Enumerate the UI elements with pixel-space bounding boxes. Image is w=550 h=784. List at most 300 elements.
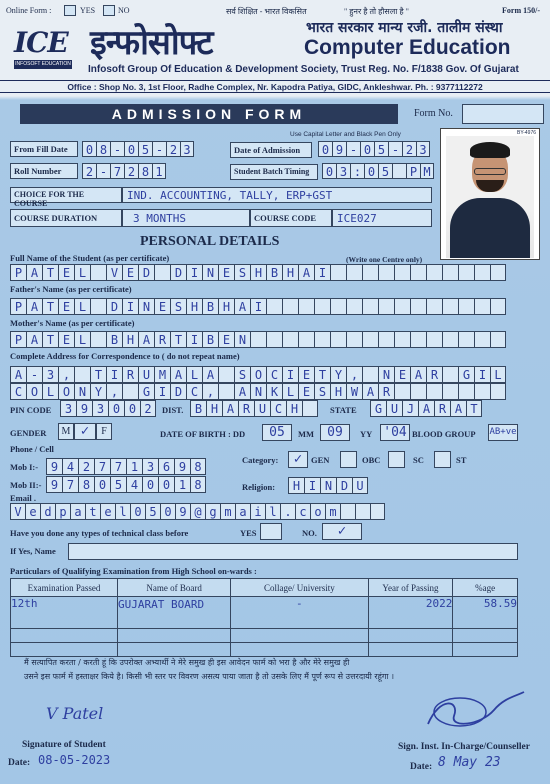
char-cell: I [122, 298, 138, 315]
char-cell [74, 366, 90, 383]
char-cell [122, 383, 138, 400]
char-cell [378, 331, 394, 348]
char-cell: I [154, 383, 170, 400]
char-cell: 0 [158, 476, 174, 493]
char-cell: A [222, 400, 238, 417]
char-cell: H [206, 400, 222, 417]
char-cell: - [152, 141, 166, 157]
online-no-checkbox[interactable] [103, 5, 115, 16]
char-cell [266, 331, 282, 348]
char-cell: 3 [142, 458, 158, 475]
char-cell: A [138, 331, 154, 348]
char-cell [330, 331, 346, 348]
batch-timing-label: Student Batch Timing [230, 164, 318, 180]
category-sc-checkbox[interactable] [388, 451, 405, 468]
mob2-label: Mob II:- [10, 480, 42, 490]
char-cell: 8 [96, 141, 110, 157]
char-cell [298, 331, 314, 348]
char-cell [154, 264, 170, 281]
char-cell: 8 [190, 458, 206, 475]
char-cell [362, 366, 378, 383]
declaration-line2: उसने इस फार्म में हस्ताक्षर किये है। किसी भी स्तर पर विवरण असत्य पाया जाता है तो उसके लिए मैं पूर्ण रूप से उत्तरदायी रहूंगा । [24, 672, 395, 681]
capital-note: Use Capital Letter and Black Pen Only [290, 131, 401, 138]
char-cell: - [346, 141, 360, 157]
dob-mm-label: MM [298, 429, 315, 439]
char-cell: p [55, 503, 70, 520]
char-cell [394, 383, 410, 400]
char-cell [330, 264, 346, 281]
state-label: STATE [330, 405, 357, 415]
email-label: Email . [10, 493, 36, 503]
char-cell: m [325, 503, 340, 520]
declaration [24, 656, 534, 684]
char-cell: I [186, 264, 202, 281]
brand-english: Computer Education [304, 36, 511, 59]
char-cell: H [286, 400, 302, 417]
char-cell [410, 331, 426, 348]
char-cell: 0 [130, 503, 145, 520]
tech-yes-label: YES [240, 528, 257, 538]
col-percent-header: %age [453, 579, 518, 597]
char-cell [442, 331, 458, 348]
char-cell: 0 [318, 141, 332, 157]
char-cell [410, 298, 426, 315]
char-cell: B [202, 298, 218, 315]
char-cell: 3 [60, 400, 76, 417]
char-cell [362, 331, 378, 348]
char-cell [314, 331, 330, 348]
student-date: 08-05-2023 [38, 753, 111, 767]
char-cell: A [234, 298, 250, 315]
dob-label: DATE OF BIRTH : DD [160, 429, 246, 439]
char-cell: U [386, 400, 402, 417]
char-cell: E [122, 264, 138, 281]
online-yes-label: YES [80, 6, 96, 15]
col-board-header: Name of Board [118, 579, 231, 597]
from-fill-date-label: From Fill Date [10, 141, 78, 157]
char-cell: o [310, 503, 325, 520]
char-cell: H [122, 331, 138, 348]
slogan-right: " हुनर है तो हौसला है " [344, 7, 409, 16]
roll-number-label: Roll Number [10, 163, 78, 179]
char-cell [362, 298, 378, 315]
category-st-label: ST [456, 455, 467, 465]
char-cell: Y [330, 366, 346, 383]
char-cell: B [202, 331, 218, 348]
col-university-header: Collage/ University [231, 579, 368, 597]
gov-recognition: भारत सरकार मान्य रजी. तालीम संस्था [306, 20, 503, 36]
date-of-admission-label: Date of Admission [230, 142, 312, 158]
incharge-date: 8 May 23 [438, 755, 501, 770]
char-cell [474, 264, 490, 281]
char-cell: N [320, 477, 336, 494]
char-cell [302, 400, 318, 417]
char-cell: 2 [124, 163, 138, 179]
char-cell: 3 [336, 163, 350, 179]
pin-code-field[interactable] [60, 400, 156, 417]
char-cell: N [74, 383, 90, 400]
percent-cell[interactable]: 58.59 [453, 597, 518, 629]
char-cell: A [450, 400, 466, 417]
char-cell: C [266, 366, 282, 383]
char-cell: 5 [374, 141, 388, 157]
char-cell: 0 [142, 476, 158, 493]
char-cell [346, 264, 362, 281]
course-code-field[interactable]: ICE027 [332, 209, 432, 227]
mob2-field[interactable] [46, 476, 206, 493]
char-cell: L [74, 264, 90, 281]
col-exam-header: Examination Passed [11, 579, 118, 597]
char-cell [474, 383, 490, 400]
char-cell: R [434, 400, 450, 417]
char-cell: g [205, 503, 220, 520]
father-name-field[interactable] [10, 298, 506, 315]
slogan-hindi: सर्व शिक्षित - भारत विकसित [226, 7, 307, 16]
char-cell: V [10, 503, 25, 520]
char-cell: 4 [62, 458, 78, 475]
address-line1-field[interactable] [10, 366, 506, 383]
col-year-header: Year of Passing [368, 579, 453, 597]
char-cell: E [218, 331, 234, 348]
char-cell: D [138, 264, 154, 281]
course-choice-label: CHOICE FOR THE COURSE [10, 187, 122, 203]
char-cell: 0 [124, 400, 140, 417]
char-cell: A [26, 331, 42, 348]
tech-yes-checkbox[interactable] [260, 523, 282, 540]
char-cell [378, 264, 394, 281]
form-no-field[interactable] [462, 104, 544, 124]
char-cell: L [42, 383, 58, 400]
char-cell: O [250, 366, 266, 383]
char-cell: R [378, 383, 394, 400]
char-cell [442, 298, 458, 315]
char-cell: A [26, 264, 42, 281]
char-cell: 4 [126, 476, 142, 493]
student-date-label: Date: [8, 758, 31, 768]
char-cell: N [138, 298, 154, 315]
university-cell[interactable]: - [231, 597, 368, 629]
char-cell: A [10, 366, 26, 383]
incharge-signature-label: Sign. Inst. In-Charge/Counseller [398, 742, 530, 752]
char-cell: . [280, 503, 295, 520]
char-cell [346, 298, 362, 315]
char-cell: 1 [174, 476, 190, 493]
district-label: DIST. [162, 405, 184, 415]
char-cell: E [58, 331, 74, 348]
char-cell: B [190, 400, 206, 417]
char-cell [426, 298, 442, 315]
exam-cell[interactable]: 12th [11, 597, 118, 629]
board-cell[interactable]: GUJARAT BOARD [118, 597, 231, 629]
char-cell: T [42, 298, 58, 315]
full-name-field[interactable] [10, 264, 506, 281]
char-cell: 9 [332, 141, 346, 157]
char-cell: Y [90, 383, 106, 400]
char-cell: N [234, 331, 250, 348]
char-cell: U [254, 400, 270, 417]
char-cell: 5 [378, 163, 392, 179]
char-cell: A [234, 383, 250, 400]
char-cell: R [426, 366, 442, 383]
mob1-label: Mob I:- [10, 462, 39, 472]
char-cell: 0 [364, 163, 378, 179]
ice-logo: ICE INFOSOFT EDUCATION [14, 26, 71, 67]
char-cell: D [170, 383, 186, 400]
from-fill-date-field[interactable] [82, 141, 194, 157]
char-cell: T [314, 366, 330, 383]
char-cell: G [138, 383, 154, 400]
char-cell: 9 [46, 476, 62, 493]
table-row[interactable] [11, 643, 518, 657]
char-cell: 8 [190, 476, 206, 493]
address-line2-field[interactable] [10, 383, 506, 400]
char-cell: I [106, 366, 122, 383]
char-cell: t [85, 503, 100, 520]
char-cell: a [235, 503, 250, 520]
full-name-label: Full Name of the Student (as per certificate) [10, 253, 170, 263]
char-cell [490, 264, 506, 281]
gender-m-box[interactable]: M [58, 423, 74, 440]
char-cell: 2 [78, 458, 94, 475]
char-cell: I [304, 477, 320, 494]
dob-year-field[interactable]: '04 [380, 424, 410, 441]
char-cell [250, 331, 266, 348]
char-cell: - [110, 141, 124, 157]
roll-number-field[interactable] [82, 163, 166, 179]
char-cell [355, 503, 370, 520]
batch-timing-field[interactable] [322, 163, 434, 179]
char-cell [90, 298, 106, 315]
char-cell: 9 [175, 503, 190, 520]
char-cell [282, 331, 298, 348]
one-centre-note: (Write one Centre only) [346, 255, 423, 264]
char-cell [426, 264, 442, 281]
char-cell [394, 264, 410, 281]
char-cell: N [202, 264, 218, 281]
char-cell [426, 383, 442, 400]
char-cell: A [410, 366, 426, 383]
char-cell: K [266, 383, 282, 400]
char-cell: T [466, 400, 482, 417]
char-cell: a [70, 503, 85, 520]
char-cell: 8 [138, 163, 152, 179]
char-cell: , [202, 383, 218, 400]
char-cell [490, 331, 506, 348]
char-cell: A [202, 366, 218, 383]
char-cell: I [474, 366, 490, 383]
qualification-label: Particulars of Qualifying Examination from High School on-wards : [10, 566, 257, 576]
dob-month-field[interactable]: 09 [320, 424, 350, 441]
char-cell: P [10, 264, 26, 281]
char-cell: 9 [174, 458, 190, 475]
char-cell: 1 [126, 458, 142, 475]
char-cell: A [418, 400, 434, 417]
course-code-label: COURSE CODE [250, 209, 332, 227]
char-cell: l [265, 503, 280, 520]
char-cell: G [370, 400, 386, 417]
char-cell: L [282, 383, 298, 400]
char-cell [378, 298, 394, 315]
char-cell: 3 [416, 141, 430, 157]
char-cell [392, 163, 406, 179]
char-cell: , [58, 366, 74, 383]
category-gen-label: GEN [311, 455, 330, 465]
char-cell [218, 366, 234, 383]
char-cell: 3 [42, 366, 58, 383]
char-cell: J [402, 400, 418, 417]
char-cell: O [26, 383, 42, 400]
char-cell: : [350, 163, 364, 179]
gender-f-box[interactable]: F [96, 423, 112, 440]
category-st-checkbox[interactable] [434, 451, 451, 468]
char-cell: H [250, 264, 266, 281]
date-of-admission-field[interactable] [318, 141, 430, 157]
tech-no-label: NO. [302, 528, 317, 538]
form-price: Form 150/- [502, 6, 540, 15]
char-cell: 0 [82, 141, 96, 157]
char-cell: A [298, 264, 314, 281]
char-cell: N [378, 366, 394, 383]
online-form-label: Online Form : [6, 6, 52, 15]
course-duration-label: COURSE DURATION [10, 209, 122, 227]
char-cell: 7 [110, 458, 126, 475]
char-cell: 3 [180, 141, 194, 157]
religion-field[interactable] [288, 477, 368, 494]
father-name-label: Father's Name (as per certificate) [10, 284, 132, 294]
gender-tick[interactable]: ✓ [74, 423, 96, 440]
category-gen-checkbox[interactable]: ✓ [288, 451, 308, 468]
char-cell: H [186, 298, 202, 315]
if-yes-name-field[interactable] [68, 543, 518, 560]
category-label: Category: [242, 455, 279, 465]
char-cell: E [218, 264, 234, 281]
char-cell: 7 [110, 163, 124, 179]
char-cell: R [122, 366, 138, 383]
char-cell: C [10, 383, 26, 400]
char-cell: - [388, 141, 402, 157]
char-cell: L [186, 366, 202, 383]
course-choice-field[interactable]: IND. ACCOUNTING, TALLY, ERP+GST [122, 187, 432, 203]
char-cell [370, 503, 385, 520]
char-cell: 0 [94, 476, 110, 493]
district-field[interactable] [190, 400, 318, 417]
char-cell [90, 331, 106, 348]
incharge-date-label: Date: [410, 762, 433, 772]
pin-code-label: PIN CODE [10, 405, 52, 415]
char-cell: D [106, 298, 122, 315]
char-cell: C [270, 400, 286, 417]
char-cell: T [42, 264, 58, 281]
char-cell: P [406, 163, 420, 179]
char-cell [474, 331, 490, 348]
form-no-label: Form No. [414, 108, 453, 119]
char-cell [218, 383, 234, 400]
char-cell: m [220, 503, 235, 520]
char-cell: i [250, 503, 265, 520]
char-cell [442, 366, 458, 383]
tech-no-checkbox[interactable]: ✓ [322, 523, 362, 540]
char-cell: @ [190, 503, 205, 520]
char-cell: I [186, 331, 202, 348]
char-cell: 0 [124, 141, 138, 157]
incharge-signature [420, 686, 530, 736]
table-row[interactable] [11, 629, 518, 643]
char-cell: 2 [166, 141, 180, 157]
category-obc-label: OBC [362, 455, 381, 465]
char-cell [442, 264, 458, 281]
char-cell: T [170, 331, 186, 348]
char-cell: d [40, 503, 55, 520]
course-duration-field[interactable]: 3 MONTHS [122, 209, 250, 227]
char-cell: E [298, 366, 314, 383]
char-cell: 2 [140, 400, 156, 417]
char-cell [474, 298, 490, 315]
char-cell: G [458, 366, 474, 383]
char-cell: V [106, 264, 122, 281]
char-cell: 9 [76, 400, 92, 417]
year-cell[interactable]: 2022 [368, 597, 453, 629]
category-obc-checkbox[interactable] [340, 451, 357, 468]
table-row[interactable] [11, 597, 518, 629]
char-cell: S [234, 264, 250, 281]
declaration-line1: मैं सत्यापित करता / करती हूं कि उपरोक्त अभ्यार्थी ने मेरे समुख ही इस आवेदन फार्म को भरा है और मेरे समुख ही [24, 658, 350, 667]
char-cell: B [266, 264, 282, 281]
category-sc-label: SC [413, 455, 424, 465]
char-cell: - [96, 163, 110, 179]
dob-day-field[interactable]: 05 [262, 424, 292, 441]
char-cell [314, 298, 330, 315]
char-cell: E [58, 298, 74, 315]
char-cell: 3 [92, 400, 108, 417]
gender-label: GENDER [10, 428, 47, 438]
char-cell: 1 [152, 163, 166, 179]
state-field[interactable] [370, 400, 482, 417]
form-title: ADMISSION FORM [20, 104, 398, 124]
char-cell: S [314, 383, 330, 400]
char-cell: 7 [94, 458, 110, 475]
char-cell: O [58, 383, 74, 400]
address-label: Complete Address for Correspondence to ( do not repeat name) [10, 351, 240, 361]
char-cell [458, 264, 474, 281]
char-cell: I [250, 298, 266, 315]
student-signature-label: Signature of Student [22, 740, 106, 750]
blood-group-label: BLOOD GROUP [412, 429, 476, 439]
char-cell [282, 298, 298, 315]
mother-name-field[interactable] [10, 331, 506, 348]
char-cell [490, 298, 506, 315]
char-cell: P [10, 331, 26, 348]
blood-group-field[interactable]: AB+ve [488, 424, 518, 441]
char-cell: e [25, 503, 40, 520]
char-cell: E [298, 383, 314, 400]
char-cell: l [115, 503, 130, 520]
mob1-field[interactable] [46, 458, 206, 475]
char-cell [394, 298, 410, 315]
student-signature: V Patel [46, 704, 104, 723]
char-cell: A [26, 298, 42, 315]
char-cell [458, 383, 474, 400]
char-cell [458, 298, 474, 315]
char-cell: 9 [46, 458, 62, 475]
char-cell: E [58, 264, 74, 281]
char-cell [426, 331, 442, 348]
phone-label: Phone / Cell [10, 444, 54, 454]
dob-yy-label: YY [360, 429, 373, 439]
email-field[interactable] [10, 503, 385, 520]
char-cell: D [336, 477, 352, 494]
online-yes-checkbox[interactable] [64, 5, 76, 16]
char-cell [442, 383, 458, 400]
